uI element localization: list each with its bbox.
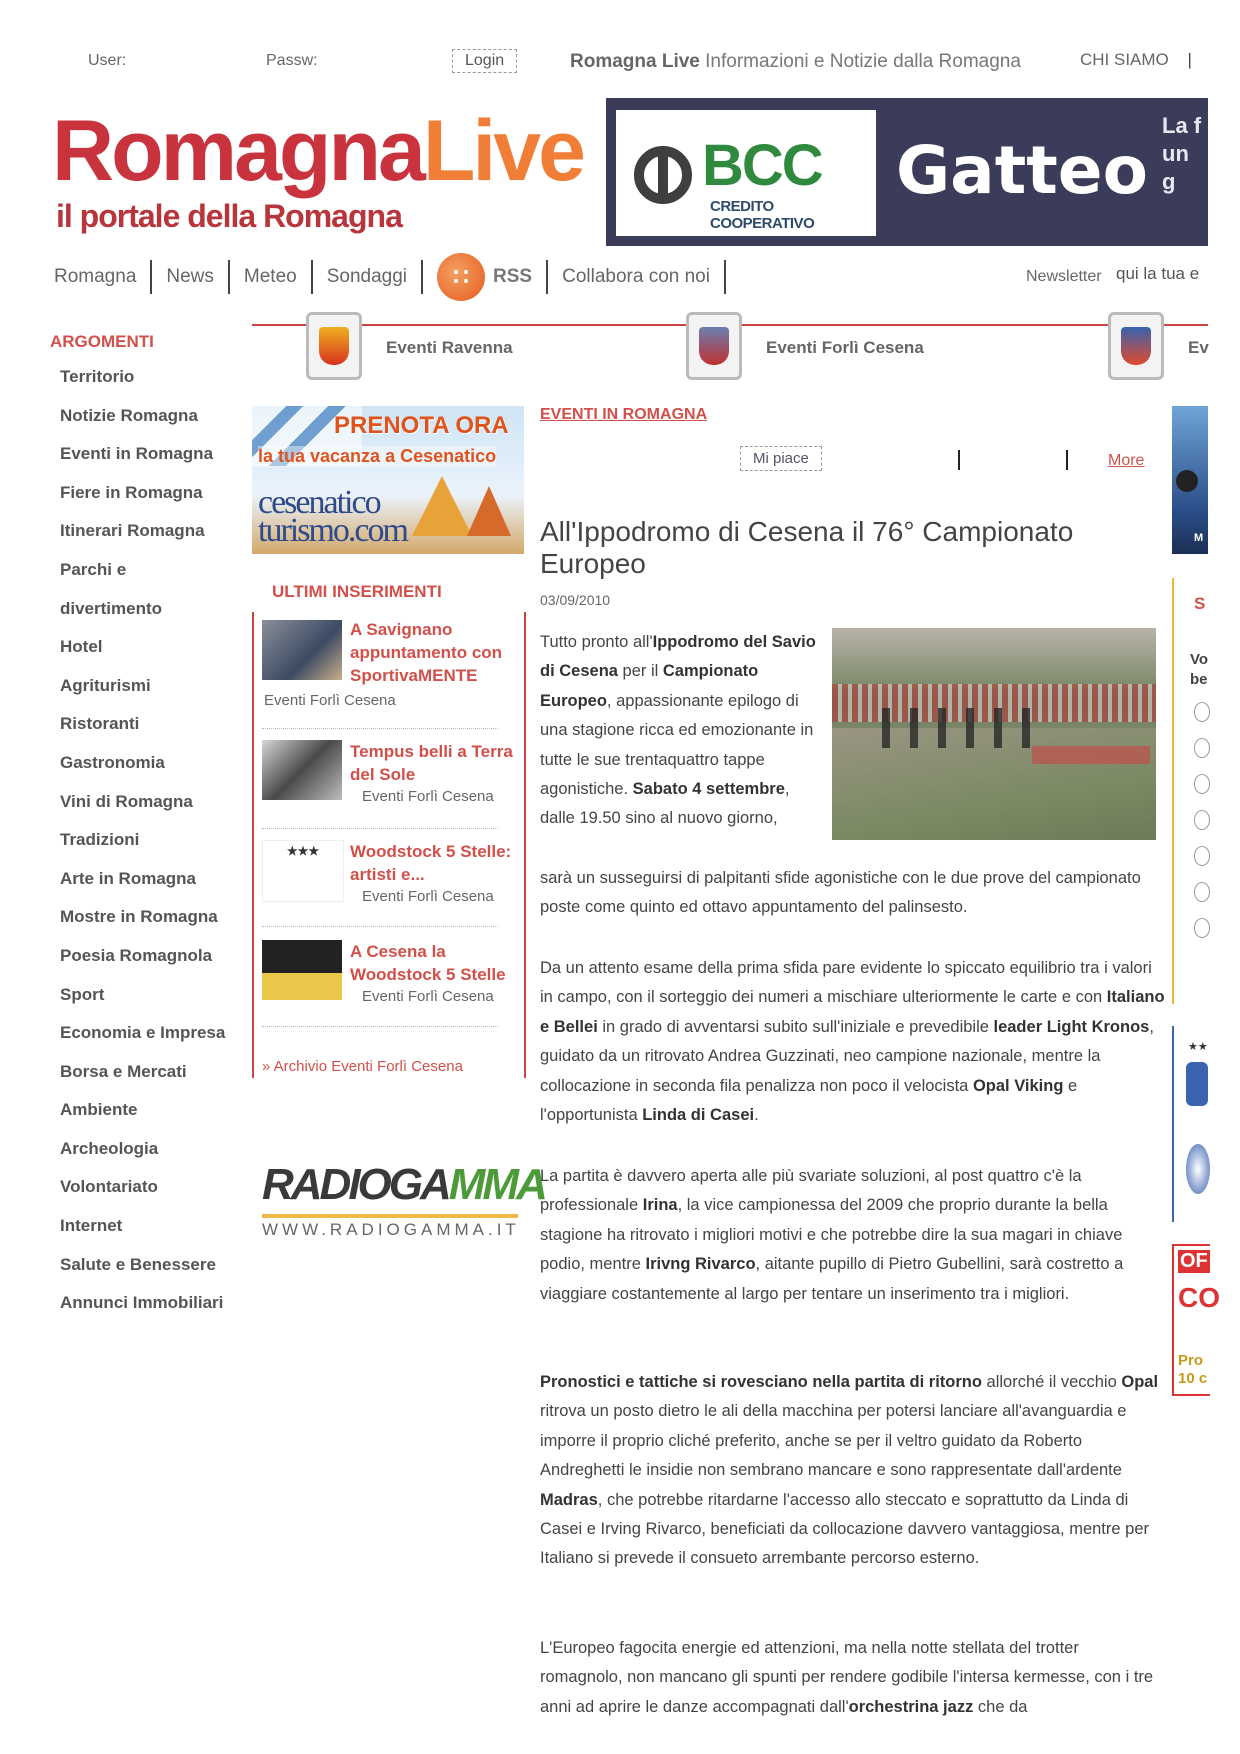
sidebar-item-archeologia[interactable]: Archeologia — [60, 1138, 159, 1158]
thumbnail-image — [262, 620, 342, 680]
article-title: All'Ippodromo di Cesena il 76° Campionato Europeo — [540, 516, 1074, 579]
article-paragraph-2: Da un attento esame della prima sfida pare evidente lo spiccato equilibrio tra i valori in campo, con il sorteggio dei numeri a mischiare ulteriormente le carte e con Italiano e Bellei in grado di avventarsi subito sull'iniziale e prevedibile leader Light Kronos, guidato da un ritrovato Andrea Guzzinati, neo campione nazionale, mentre la collocazione in seconda fila penalizza non poco il velocista Opal Viking e l'opportunista Linda di Casei. — [540, 959, 1165, 1125]
bcc-subtext: CREDITO COOPERATIVO — [710, 198, 815, 232]
sidebar-item-internet[interactable]: Internet — [60, 1216, 123, 1236]
list-item[interactable] — [262, 618, 503, 718]
bcc-logo-box — [616, 110, 876, 236]
list-item-category: Eventi Forlì Cesena — [362, 888, 494, 905]
list-item[interactable] — [262, 940, 506, 1020]
sail-icon — [467, 486, 511, 536]
sidebar-menu — [60, 358, 250, 1323]
more-link[interactable]: More — [1108, 452, 1145, 469]
nav-divider — [228, 260, 230, 294]
archivio-link[interactable]: » Archivio Eventi Forlì Cesena — [262, 1058, 463, 1075]
sidebar-item-fiere[interactable]: Fiere in Romagna — [60, 482, 203, 502]
promo-line3: cesenatico — [258, 484, 380, 521]
sidebar-item-parchi[interactable]: Parchi e — [60, 559, 127, 579]
promo-line2: la tua vacanza a Cesenatico — [258, 446, 497, 466]
poll-radio[interactable] — [1194, 702, 1210, 722]
nav-divider — [311, 260, 313, 294]
list-divider — [262, 926, 498, 927]
offer-label-3 — [1178, 1352, 1207, 1388]
bcc-logo-icon-bar — [658, 150, 668, 200]
events-ravenna-link[interactable]: Eventi Ravenna — [386, 338, 513, 357]
right-banner-fragment[interactable] — [1172, 406, 1208, 554]
photo-sky — [832, 628, 1156, 688]
sidebar-item-divertimento[interactable]: divertimento — [60, 598, 163, 618]
poll-box-fragment — [1172, 578, 1210, 1004]
chi-siamo-label: CHI SIAMO — [1080, 50, 1169, 69]
user-label: User: — [88, 52, 127, 69]
banner-side-text — [1162, 112, 1208, 196]
sidebar-item-economia[interactable]: Economia e Impresa — [60, 1023, 226, 1043]
banner-side-line1: La f — [1162, 113, 1202, 138]
poll-question-line2: be — [1190, 671, 1208, 688]
article-paragraph-3: La partita è davvero aperta alle più svariate soluzioni, al post quattro c'è la professionale Irina, la vice campionessa del 2009 che proprio durante la bella stagione ha ritrovato i migliori motivi e che potrebbe dire la sua magari in chiave podio, mentre Irivng Rivarco, aitante pupillo di Pietro Gubellini, sarà costretto a viaggiare costantemente al largo per tentare un inserimento tra i migliori. — [540, 1167, 1124, 1303]
chi-siamo-divider: | — [1187, 50, 1192, 69]
sidebar-item-mostre[interactable]: Mostre in Romagna — [60, 907, 218, 927]
promo-line1: PRENOTA ORA — [334, 412, 509, 439]
nav-rss[interactable] — [437, 253, 532, 301]
sidebar-item-vini[interactable]: Vini di Romagna — [60, 791, 193, 811]
article-photo — [832, 628, 1156, 840]
poll-radio[interactable] — [1194, 846, 1210, 866]
password-label: Passw: — [266, 52, 318, 69]
sidebar-item-annunci[interactable]: Annunci Immobiliari — [60, 1293, 224, 1313]
newsletter-label: Newsletter — [1026, 268, 1102, 285]
sidebar-item-eventi[interactable]: Eventi in Romagna — [60, 444, 214, 464]
chi-siamo-link[interactable] — [1080, 50, 1192, 70]
right-ad-graphic — [1186, 1062, 1208, 1106]
list-item[interactable] — [262, 840, 512, 920]
radiogamma-url[interactable]: WWW.RADIOGAMMA.IT — [262, 1214, 518, 1240]
bcc-text: BCC — [702, 133, 822, 198]
poll-question-fragment — [1190, 650, 1208, 690]
rss-icon: ∷ — [437, 253, 485, 301]
poll-radio[interactable] — [1194, 918, 1210, 938]
article-paragraph-4: Pronostici e tattiche si rovesciano nella partita di ritorno allorché il vecchio Opal ritrova un posto dietro le ali della macchina per potersi lanciare all'avanguardia e imporre il proprio cliché preferito, anche se per il veltro guidato da Roberto Andreghetti le insidie non sembrano mancare e sono rappresentate dall'ardente Madras, che potrebbe ritardarne l'accesso allo steccato e soprattutto da Linda di Casei e Irving Rivarco, beneficiati da collocazione davvero vantaggiosa, mentre per Italiano si prevede il consueto arrembante percorso esterno. — [540, 1373, 1159, 1568]
right-offer-fragment[interactable] — [1172, 1244, 1220, 1396]
sidebar-item-gastronomia[interactable]: Gastronomia — [60, 752, 165, 772]
offer-label-1: OF — [1180, 1250, 1208, 1272]
sidebar-item-poesia[interactable]: Poesia Romagnola — [60, 945, 213, 965]
ultimi-heading: ULTIMI INSERIMENTI — [272, 582, 442, 601]
bcc-gatteo-banner[interactable] — [606, 98, 1208, 246]
sidebar-item-sport[interactable]: Sport — [60, 984, 105, 1004]
poll-question-line1: Vo — [1190, 651, 1209, 668]
sidebar-item-borsa[interactable]: Borsa e Mercati — [60, 1061, 187, 1081]
nav-divider — [421, 260, 423, 294]
list-item-title[interactable]: Woodstock 5 Stelle: artisti e... — [350, 842, 512, 884]
list-item-title[interactable]: Tempus belli a Terra del Sole — [350, 742, 513, 784]
radio-logo-part1: RADIOGA — [262, 1160, 449, 1209]
list-item-category: Eventi Forlì Cesena — [362, 788, 494, 805]
sidebar-item-ambiente[interactable]: Ambiente — [60, 1100, 138, 1120]
cesenatico-promo-banner[interactable] — [252, 406, 524, 554]
list-item-category: Eventi Forlì Cesena — [264, 692, 396, 709]
sidebar-item-salute[interactable]: Salute e Benessere — [60, 1254, 216, 1274]
article-paragraph-1b: sarà un susseguirsi di palpitanti sfide agonistiche con le due prove del campionato poste come quinto ed ottavo appuntamento del palinsesto. — [540, 869, 1141, 917]
sidebar-item-territorio[interactable]: Territorio — [60, 367, 135, 386]
rimini-crest-icon[interactable] — [1108, 312, 1164, 380]
main-nav — [54, 252, 740, 302]
sidebar-item-ristoranti[interactable]: Ristoranti — [60, 714, 140, 734]
nav-divider — [546, 260, 548, 294]
events-forli-cesena-link[interactable]: Eventi Forlì Cesena — [766, 338, 924, 357]
sidebar-item-tradizioni[interactable]: Tradizioni — [60, 830, 140, 850]
share-divider — [1066, 450, 1068, 470]
photo-flowers — [1032, 746, 1150, 764]
radio-logo-part2: MMA — [448, 1160, 545, 1209]
article-paragraph-5: L'Europeo fagocita energie ed attenzioni, ma nella notte stellata del trotter romagnolo, non mancano gli spunti per rendere godibile l'intersa kermesse, con i tre anni ad aprire le danze accompagnati dall'orchestrina jazz che da — [540, 1639, 1154, 1716]
right-ad-badge — [1186, 1144, 1210, 1194]
radiogamma-logo[interactable] — [262, 1160, 545, 1210]
sidebar-item-notizie[interactable]: Notizie Romagna — [60, 405, 198, 425]
poll-radio[interactable] — [1194, 774, 1210, 794]
poll-radio[interactable] — [1194, 882, 1210, 902]
nav-sondaggi[interactable]: Sondaggi — [326, 266, 408, 287]
newsletter-input[interactable]: qui la tua e — [1116, 264, 1200, 283]
thumbnail-image — [262, 740, 342, 800]
logo-romagna: Romagna — [52, 103, 423, 199]
events-third-link[interactable]: Ev — [1188, 338, 1209, 357]
nav-rss-label: RSS — [493, 266, 533, 287]
forli-cesena-crest-icon[interactable] — [686, 312, 742, 380]
right-ad-fragment[interactable] — [1172, 1026, 1210, 1222]
logo-live: Live — [422, 103, 583, 199]
sidebar-heading: ARGOMENTI — [50, 332, 154, 351]
rating-stars-icon: ★★ — [1188, 1041, 1208, 1053]
sidebar-item-agriturismi[interactable]: Agriturismi — [60, 675, 151, 695]
article-section-link[interactable]: EVENTI IN ROMAGNA — [540, 406, 708, 423]
sidebar-item-volontariato[interactable]: Volontariato — [60, 1177, 158, 1197]
thumbnail-image — [262, 940, 342, 1000]
list-item[interactable] — [262, 740, 513, 820]
nav-divider — [724, 260, 726, 294]
promo-line4: turismo.com — [258, 512, 407, 549]
bcc-logo-icon — [634, 146, 692, 204]
nav-meteo[interactable]: Meteo — [243, 266, 297, 287]
poll-radio[interactable] — [1194, 810, 1210, 830]
woodstock-thumbnail: ★★★ — [262, 840, 344, 902]
site-tagline — [570, 51, 1021, 73]
list-item-title[interactable]: A Savignano appuntamento con SportivaMENTE — [350, 620, 503, 685]
nav-collabora[interactable]: Collabora con noi — [562, 266, 710, 287]
ravenna-crest-icon[interactable] — [306, 312, 362, 380]
list-divider — [262, 728, 498, 729]
article-date: 03/09/2010 — [540, 592, 611, 608]
nav-news[interactable]: News — [166, 266, 214, 287]
offer-label-3-line1: Pro — [1178, 1352, 1204, 1369]
photo-horses — [882, 708, 1032, 748]
sidebar-item-arte[interactable]: Arte in Romagna — [60, 868, 197, 888]
login-button[interactable]: Login — [452, 49, 517, 73]
list-divider — [262, 1026, 498, 1027]
sidebar-item-itinerari[interactable]: Itinerari Romagna — [60, 521, 205, 541]
right-banner-graphic — [1176, 470, 1198, 492]
sidebar-item-hotel[interactable]: Hotel — [60, 637, 103, 657]
list-item-title[interactable]: A Cesena la Woodstock 5 Stelle — [350, 942, 506, 984]
ultimi-list — [252, 612, 526, 1078]
banner-side-line2: un g — [1162, 141, 1189, 194]
list-divider — [262, 828, 498, 829]
share-divider — [958, 450, 960, 470]
poll-heading-fragment: S — [1194, 594, 1206, 613]
article-paragraph-1a: Tutto pronto all'Ippodromo del Savio di Cesena per il Campionato Europeo, appassionante epilogo di una stagione ricca ed emozionante in tutte le sue trentaquattro tappe agonistiche. Sabato 4 settembre, dalle 19.50 sino al nuovo giorno, — [540, 633, 816, 828]
like-button[interactable]: Mi piace — [740, 446, 822, 471]
logo-subtitle: il portale della Romagna — [56, 198, 402, 234]
list-item-category: Eventi Forlì Cesena — [362, 988, 494, 1005]
nav-romagna[interactable]: Romagna — [54, 266, 137, 287]
tagline-site-name: Romagna Live — [570, 51, 700, 72]
sail-icon — [412, 476, 472, 536]
tagline-text: Informazioni e Notizie dalla Romagna — [705, 51, 1021, 72]
offer-label-2: CO — [1178, 1282, 1220, 1313]
nav-divider — [150, 260, 152, 294]
offer-label-3-line2: 10 c — [1178, 1370, 1208, 1387]
poll-radio[interactable] — [1194, 738, 1210, 758]
right-banner-text: M — [1194, 532, 1204, 544]
site-logo[interactable] — [52, 103, 583, 199]
banner-city: Gatteo — [896, 132, 1148, 209]
